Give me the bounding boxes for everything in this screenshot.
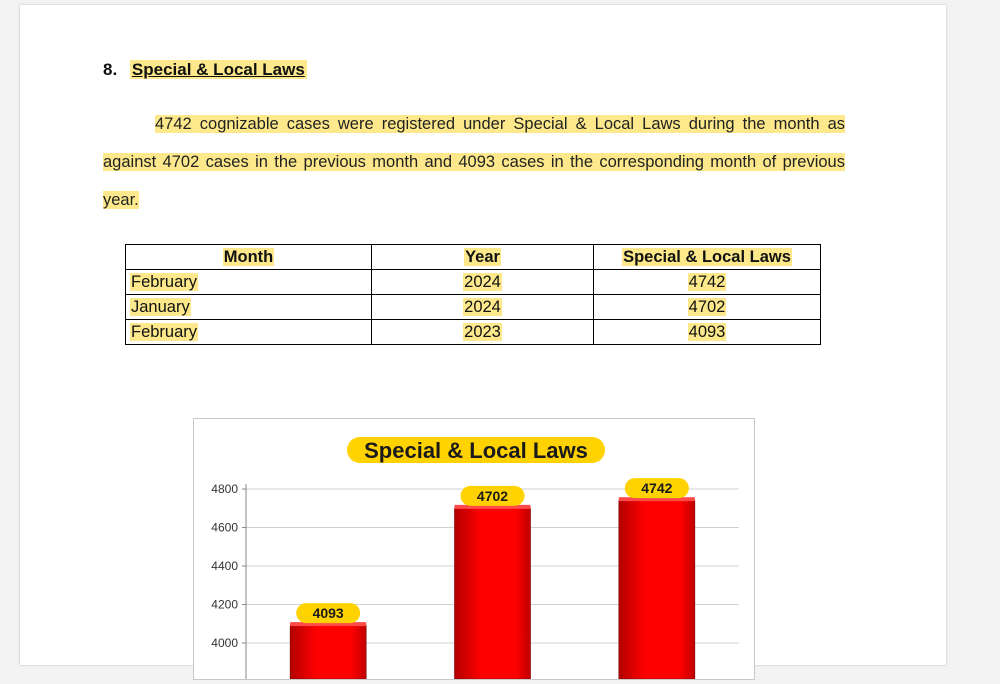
table-row <box>126 320 821 345</box>
section-number: 8. <box>103 60 118 79</box>
chart-bar <box>455 508 531 679</box>
data-label: 4702 <box>476 487 509 504</box>
data-label: 4093 <box>312 605 344 622</box>
header-year: Year <box>372 245 594 270</box>
summary-paragraph <box>103 105 845 219</box>
y-tick-label: 4400 <box>211 559 238 573</box>
table-row <box>126 270 821 295</box>
table-cell: 2023 <box>372 320 594 345</box>
data-label: 4742 <box>641 480 673 497</box>
chart-container <box>193 418 755 680</box>
table-cell: February <box>126 270 372 295</box>
document-page <box>20 5 946 665</box>
y-tick-label: 4800 <box>211 482 238 496</box>
table-cell: 4702 <box>594 295 821 320</box>
summary-text: 4742 cognizable cases were registered under Special & Local Laws during the month as against 4702 cases in the previous month and 4093 cases in the corresponding month of previous year. <box>103 115 845 209</box>
header-special-local-laws: Special & Local Laws <box>594 245 821 270</box>
table-cell: February <box>126 320 372 345</box>
chart-bar <box>619 500 695 679</box>
chart-title: Special & Local Laws <box>364 438 588 463</box>
table-cell: January <box>126 295 372 320</box>
y-tick-label: 4200 <box>211 597 238 612</box>
bar-chart <box>194 419 754 679</box>
section-title: Special & Local Laws <box>131 60 305 79</box>
table-cell: 4742 <box>594 270 821 295</box>
table-cell: 2024 <box>372 270 594 295</box>
cases-table <box>125 244 821 345</box>
table-cell: 4093 <box>594 320 821 345</box>
table-header-row <box>126 245 821 270</box>
table-row <box>126 295 821 320</box>
section-heading <box>103 60 307 80</box>
y-tick-label: 4600 <box>211 520 238 535</box>
table-cell: 2024 <box>372 295 594 320</box>
header-month: Month <box>126 245 372 270</box>
y-tick-label: 4000 <box>211 636 238 650</box>
chart-bar <box>290 625 366 679</box>
